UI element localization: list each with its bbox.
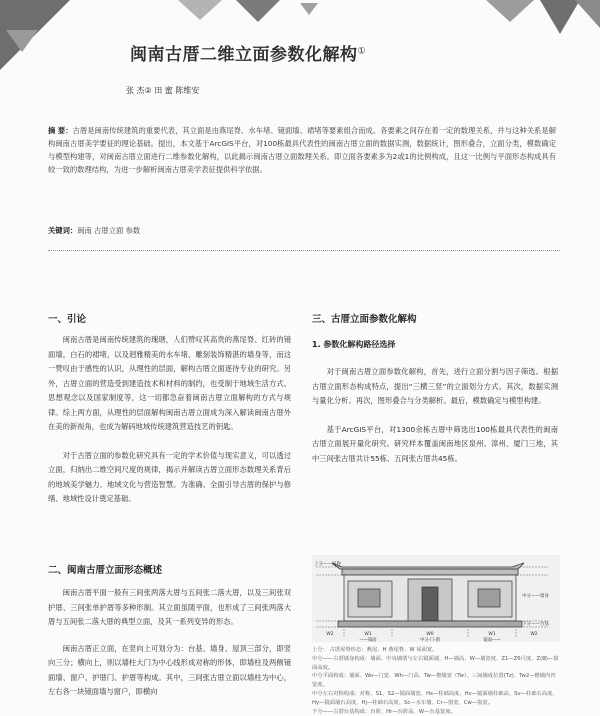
facade-elevation-figure <box>312 555 560 642</box>
decor-triangle <box>178 0 222 20</box>
title-footnote-mark: ① <box>357 46 367 57</box>
decor-triangle <box>486 0 534 22</box>
paragraph: 闽南古厝正立面，在竖向上可划分为：台基、墙身、屋顶三部分，即竖向三分；横向上，则以墙柱大门为中心线形成对称的形体，即墙柱及两侧镜面墙、窗户、护厝门、护厝等构成。其中，三间张古厝立面以墙柱为中心，左右各一块镜面墙与窗户，即横向 <box>48 643 291 696</box>
abstract-text: 古厝是闽南传统建筑的重要代表，其立面是由燕尾脊、水车堵、镜面墙、裙堵等要素组合而成。各要素之间存在着一定的数理关系，并与这种关系是解构闽南古厝美学要征的理论基础。提出，本文基于ArcGIS平台，对100栋最具代表性的闽南古厝立面的数据实测，数据统计，图形叠合，立面分类，模数确定与模型构建等，对闽南古厝立面进行二维参数化解构，以此揭示闽南古厝立面数理关系。即立面各要素多为2或1的比例构成，且这一比例与平面形态构成具有较一致的数理结构，为进一步解析闽南古厝美学表征提供科学依据。 <box>48 126 556 174</box>
figure-caption: 上分： 古厝屋脊形态：燕尾、H 燕尾脊、W 屋面宽。 中分——古厝墙身构成：墙面、中央墙堵与左右镜面墙，H—墙高、W—墙宽度、Z1—Z6尺度、Z(Ⅲ)—窗面高度。 中分平面构成：墙面、Wo—门宽、Wh—门高、Tw—檐墙宽（Tw）、三间墙成位置(Tz)、Tw2—檐墙内凹宽度。 中分左右对称构成：对称、S1、S2—镜面墙宽、Hs—柱础高度、Hv—镜面墙柱础高、Sv—柱础石高度、Hy—镜面墙石高度、Hj—柱础石高度、Sc—水车墙、Cr—窗宽、Cw—窗宽。 下分——古厝台基构成：台阶、Hr—台阶高、W—台基宽度。 <box>312 647 559 715</box>
section-divider <box>48 250 560 251</box>
paragraph: 对于闽南古厝立面参数化解构，首先，进行立面分割与因子筛选。根据古厝立面形态构成特点，提出“三横三竖”的立面划分方式。其次，数据实测与量化分析。再次，图形叠合与分类解析。最后，模数确定与模型构建。 <box>312 367 558 405</box>
figure-bay-label: W2 <box>530 632 538 637</box>
keywords <box>48 226 140 236</box>
decor-triangle <box>575 0 600 28</box>
decor-triangle <box>540 0 580 34</box>
section-3-body <box>312 365 558 466</box>
figure-bay-label: W1 <box>488 632 496 637</box>
abstract <box>48 124 556 176</box>
section-1-heading: 一、引论 <box>48 314 87 325</box>
figure-bottom-label: ——镜面 <box>359 638 377 642</box>
figure-bottom-label: 镜面—— <box>483 638 501 642</box>
section-2-heading: 二、闽南古厝立面形态概述 <box>48 565 163 576</box>
paragraph: 闽南古厝平面一般有三间张两落大厝与五间张二落大厝，以及三间张双护厝、三间张单护厝等多种形制。其立面虽随平面，也形成了三间张两落大厝与五间张二落大厝的典型立面，及其一系列变异的形态。 <box>48 588 291 626</box>
figure-bay-label: W0 <box>426 632 434 637</box>
figure-label-ridge: 上分——屋脊 <box>314 562 341 567</box>
decor-triangle <box>6 30 38 52</box>
base-platform <box>338 621 522 627</box>
paragraph: 基于ArcGIS平台，对1300余栋古厝中筛选出100栋最具代表性的闽南古厝立面展开量化研究。研究样本覆盖闽南地区泉州、漳州、厦门三地，其中三间张古厝共计55栋、五间张古厝共45栋。 <box>312 424 558 463</box>
decor-triangle <box>300 3 318 15</box>
section-2-body <box>48 586 291 700</box>
abstract-label: 摘 要： <box>48 126 73 135</box>
section-3-1-heading: 1. 参数化解构路径选择 <box>312 340 396 349</box>
decor-triangle <box>236 0 280 22</box>
paper-authors: 张 杰② 田 蜜 陈维安 <box>126 86 200 95</box>
paper-title: 闽南古厝二维立面参数化解构① <box>130 45 367 65</box>
section-1-body <box>48 333 291 507</box>
paragraph: 闽南古厝是闽南传统建筑的瑰瑭，人们赞叹其高贵的燕尾脊、红砖的镜面墙，白石的裙堵，以及迥雅精美的水车堵、雕刻装饰精湛的墙身等，而这一赞叹由于感性的认识，从理性的层面，解构古厝立面逐待专业的研究。另外，古厝立面的营造受到建造技术和材料的制约，也受制于地域生活方式、思想观念以及国家制度等，这一切都急奋着闽南古厝立面解构的方式与规律。综上两方面，从理性的层面解构闽南古厝立面成为深入解读闽南古厝外在美的新视角，也成为解码地域传统建筑营造技艺的钥匙。 <box>48 335 291 431</box>
keywords-text: 闽南 古厝立面 参数 <box>77 226 141 235</box>
section-3-heading: 三、古厝立面参数化解构 <box>312 314 417 325</box>
keywords-label: 关键词： <box>48 226 78 235</box>
figure-label-base: 下分——台基 <box>522 622 549 627</box>
figure-label-wall: 中分——墙身 <box>522 594 549 599</box>
figure-bottom-label: 中分·门·窗 <box>420 638 440 642</box>
figure-bay-label: W1 <box>364 632 372 637</box>
figure-bay-label: W2 <box>326 632 334 637</box>
wall-body <box>344 575 516 621</box>
paragraph: 对于古厝立面的参数化研究具有一定的学术价值与现实意义，可以透过立面，归纳出二维空间尺度的规律，揭示并解读古厝立面形态数理关系背后的地域美学魅力、地域文化与营造智慧。为准确、全面引导古厝的保护与修缮、地域性设计奠定基础。 <box>48 450 291 503</box>
